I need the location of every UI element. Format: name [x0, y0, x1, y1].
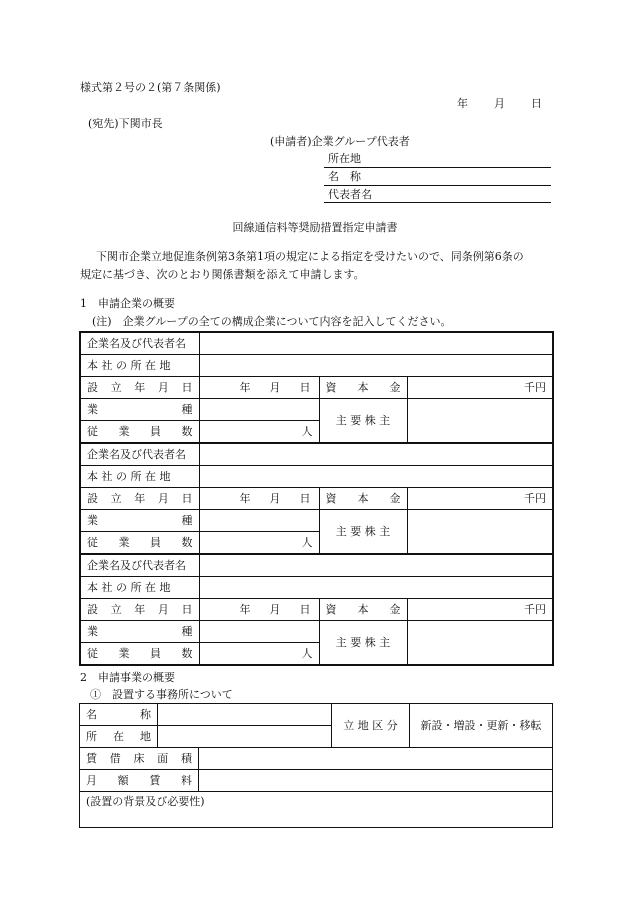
head-office-label: 本 社 の 所 在 地: [80, 466, 199, 488]
head-office-field[interactable]: [199, 577, 553, 599]
employees-field[interactable]: 人: [199, 532, 319, 555]
section1-note: (注) 企業グループの全ての構成企業について内容を記入してください。: [92, 315, 452, 328]
industry-field[interactable]: [199, 510, 319, 532]
representative-underline: [324, 202, 551, 203]
table-row: [80, 704, 553, 726]
representative-label: 代表者名: [328, 188, 372, 201]
employees-field[interactable]: 人: [199, 421, 319, 444]
capital-label: 資 本 金: [319, 488, 407, 510]
table-row: [80, 466, 553, 488]
company-rep-label: 企業名及び代表者名: [80, 554, 199, 577]
capital-field[interactable]: 千円: [407, 488, 553, 510]
floor-area-field[interactable]: [199, 748, 553, 770]
head-office-field[interactable]: [199, 466, 553, 488]
date-line: [457, 98, 542, 109]
table-row: [80, 355, 553, 377]
company-rep-field[interactable]: [199, 443, 553, 466]
head-office-label: 本 社 の 所 在 地: [80, 355, 199, 377]
company-table: [79, 331, 554, 666]
office-name-field[interactable]: [158, 704, 332, 726]
established-label: 設 立 年 月 日: [80, 599, 199, 621]
floor-area-label: 賃 借 床 面 積: [80, 748, 199, 770]
office-location-field[interactable]: [158, 726, 332, 748]
body-text-line1: 下関市企業立地促進条例第3条第1項の規定による指定を受けたいので、同条例第6条の: [96, 250, 524, 263]
section2-heading: 2 申請事業の概要: [80, 671, 175, 684]
addressee: (宛先)下関市長: [88, 117, 163, 130]
table-row: [80, 332, 553, 355]
monthly-rent-field[interactable]: [199, 770, 553, 792]
table-row: [80, 770, 553, 792]
shareholders-field[interactable]: [407, 621, 553, 666]
shareholders-label: 主 要 株 主: [319, 621, 407, 666]
company-rep-label: 企業名及び代表者名: [80, 443, 199, 466]
section1-heading: 1 申請企業の概要: [80, 297, 175, 310]
established-label: 設 立 年 月 日: [80, 488, 199, 510]
background-label: (設置の背景及び必要性): [86, 795, 205, 808]
employees-label: 従 業 員 数: [80, 532, 199, 555]
company-rep-field[interactable]: [199, 332, 553, 355]
office-name-label: 名 称: [80, 704, 158, 726]
shareholders-label: 主 要 株 主: [319, 399, 407, 444]
industry-label: 業 種: [80, 510, 199, 532]
date-year: 年: [457, 97, 468, 110]
employees-label: 従 業 員 数: [80, 643, 199, 666]
table-row: [80, 554, 553, 577]
company-rep-label: 企業名及び代表者名: [80, 332, 199, 355]
table-row: [80, 577, 553, 599]
employees-label: 従 業 員 数: [80, 421, 199, 444]
office-table: [79, 703, 553, 748]
table-row: [80, 792, 553, 828]
site-class-options[interactable]: 新設・増設・更新・移転: [410, 704, 553, 748]
address-underline: [324, 167, 551, 168]
capital-label: 資 本 金: [319, 599, 407, 621]
site-class-label: 立 地 区 分: [332, 704, 410, 748]
established-field[interactable]: 年 月 日: [199, 488, 319, 510]
industry-field[interactable]: [199, 399, 319, 421]
form-number: 様式第２号の２(第７条関係): [80, 81, 221, 94]
capital-label: 資 本 金: [319, 377, 407, 399]
shareholders-label: 主 要 株 主: [319, 510, 407, 555]
table-row: [80, 621, 553, 643]
section2-sub1: ① 設置する事務所について: [90, 688, 233, 701]
address-label: 所在地: [328, 152, 361, 165]
capital-field[interactable]: 千円: [407, 377, 553, 399]
industry-label: 業 種: [80, 399, 199, 421]
table-row: [80, 488, 553, 510]
employees-field[interactable]: 人: [199, 643, 319, 666]
monthly-rent-label: 月 額 賃 料: [80, 770, 199, 792]
table-row: [80, 748, 553, 770]
head-office-label: 本 社 の 所 在 地: [80, 577, 199, 599]
document-title: 回線通信料等奨励措置指定申請書: [232, 221, 398, 234]
shareholders-field[interactable]: [407, 399, 553, 444]
established-label: 設 立 年 月 日: [80, 377, 199, 399]
name-label: 名 称: [328, 170, 361, 183]
date-month: 月: [494, 97, 505, 110]
industry-label: 業 種: [80, 621, 199, 643]
table-row: [80, 399, 553, 421]
table-row: [80, 510, 553, 532]
capital-field[interactable]: 千円: [407, 599, 553, 621]
background-field[interactable]: [80, 792, 553, 828]
table-row: [80, 599, 553, 621]
table-row: [80, 443, 553, 466]
industry-field[interactable]: [199, 621, 319, 643]
established-field[interactable]: 年 月 日: [199, 599, 319, 621]
office-location-label: 所 在 地: [80, 726, 158, 748]
table-row: [80, 377, 553, 399]
date-day: 日: [531, 97, 542, 110]
rent-table: [79, 747, 553, 828]
body-text-line2: 規定に基づき、次のとおり関係書類を添えて申請します。: [80, 268, 365, 281]
head-office-field[interactable]: [199, 355, 553, 377]
name-underline: [324, 185, 551, 186]
applicant-label: (申請者)企業グループ代表者: [270, 135, 410, 148]
shareholders-field[interactable]: [407, 510, 553, 555]
established-field[interactable]: 年 月 日: [199, 377, 319, 399]
company-rep-field[interactable]: [199, 554, 553, 577]
